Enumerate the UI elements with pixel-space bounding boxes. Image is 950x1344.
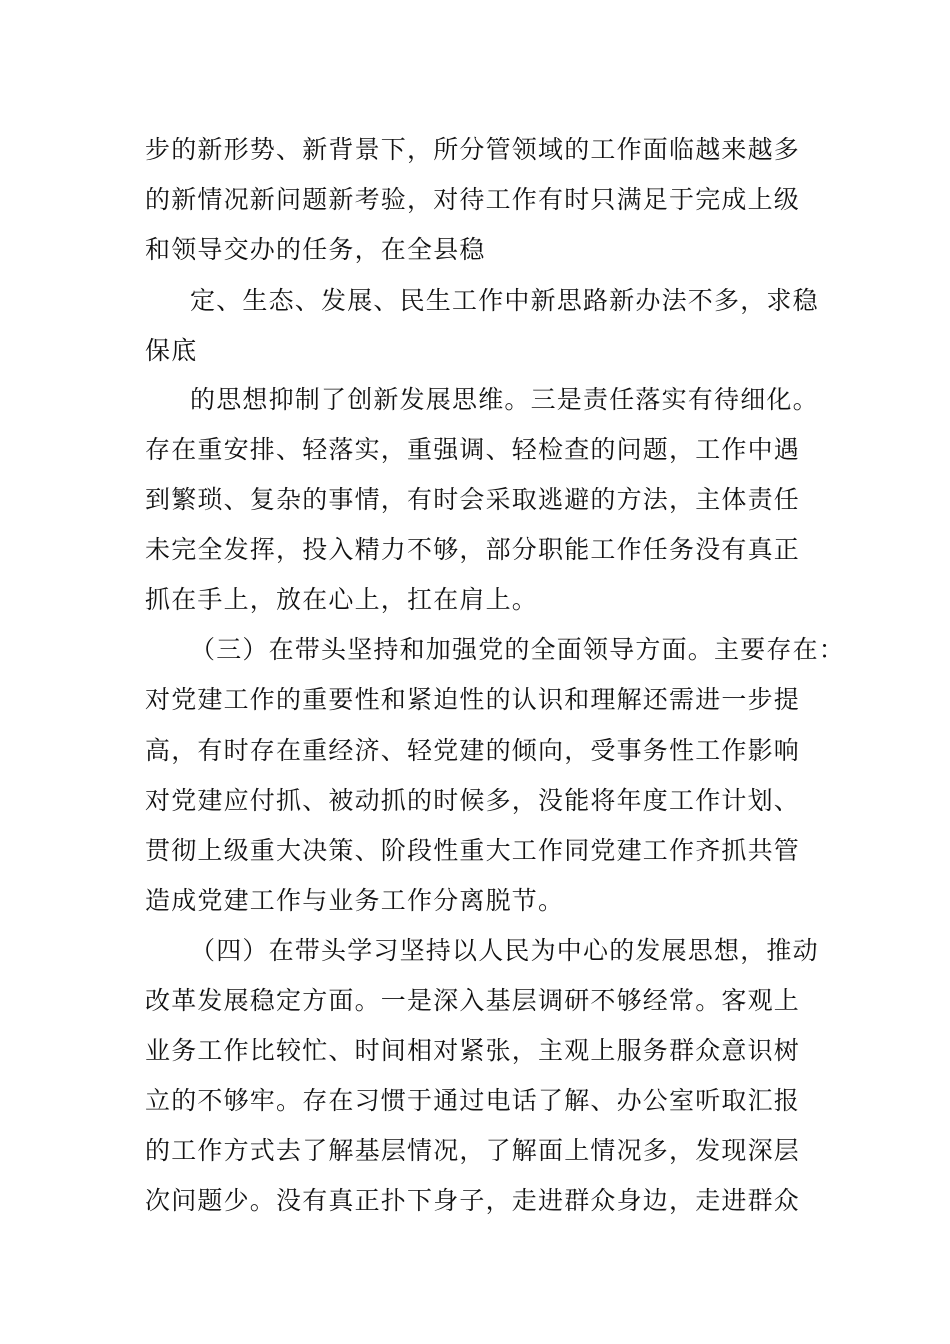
- text-line: 对党建工作的重要性和紧迫性的认识和理解还需进一步提: [145, 685, 801, 714]
- text-line: 定、生态、发展、民生工作中新思路新办法不多，求稳: [190, 286, 819, 315]
- text-line: 改革发展稳定方面。一是深入基层调研不够经常。客观上: [145, 986, 801, 1015]
- text-line: 到繁琐、复杂的事情，有时会采取逃避的方法，主体责任: [145, 485, 801, 514]
- text-line: 立的不够牢。存在习惯于通过电话了解、办公室听取汇报: [145, 1086, 801, 1115]
- text-line: 抓在手上，放在心上，扛在肩上。: [145, 585, 539, 614]
- text-line: 贯彻上级重大决策、阶段性重大工作同党建工作齐抓共管: [145, 836, 801, 865]
- text-line: 和领导交办的任务，在全县稳: [145, 235, 486, 264]
- text-line: 业务工作比较忙、时间相对紧张，主观上服务群众意识树: [145, 1036, 801, 1065]
- text-line: 对党建应付抓、被动抓的时候多，没能将年度工作计划、: [145, 786, 801, 815]
- text-line: 高，有时存在重经济、轻党建的倾向，受事务性工作影响: [145, 736, 801, 765]
- text-line: 造成党建工作与业务工作分离脱节。: [145, 886, 565, 915]
- text-line: 步的新形势、新背景下，所分管领域的工作面临越来越多: [145, 135, 801, 164]
- text-line: 存在重安排、轻落实，重强调、轻检查的问题，工作中遇: [145, 435, 801, 464]
- text-line: 的思想抑制了创新发展思维。三是责任落实有待细化。: [190, 385, 819, 414]
- text-line: 的工作方式去了解基层情况，了解面上情况多，发现深层: [145, 1136, 801, 1165]
- text-line: 的新情况新问题新考验，对待工作有时只满足于完成上级: [145, 185, 801, 214]
- text-line: （四）在带头学习坚持以人民为中心的发展思想，推动: [190, 936, 819, 965]
- text-line: 保底: [145, 336, 198, 365]
- text-line: 次问题少。没有真正扑下身子，走进群众身边，走进群众: [145, 1186, 801, 1215]
- text-line: 未完全发挥，投入精力不够，部分职能工作任务没有真正: [145, 535, 801, 564]
- text-line: （三）在带头坚持和加强党的全面领导方面。主要存在：: [190, 635, 846, 664]
